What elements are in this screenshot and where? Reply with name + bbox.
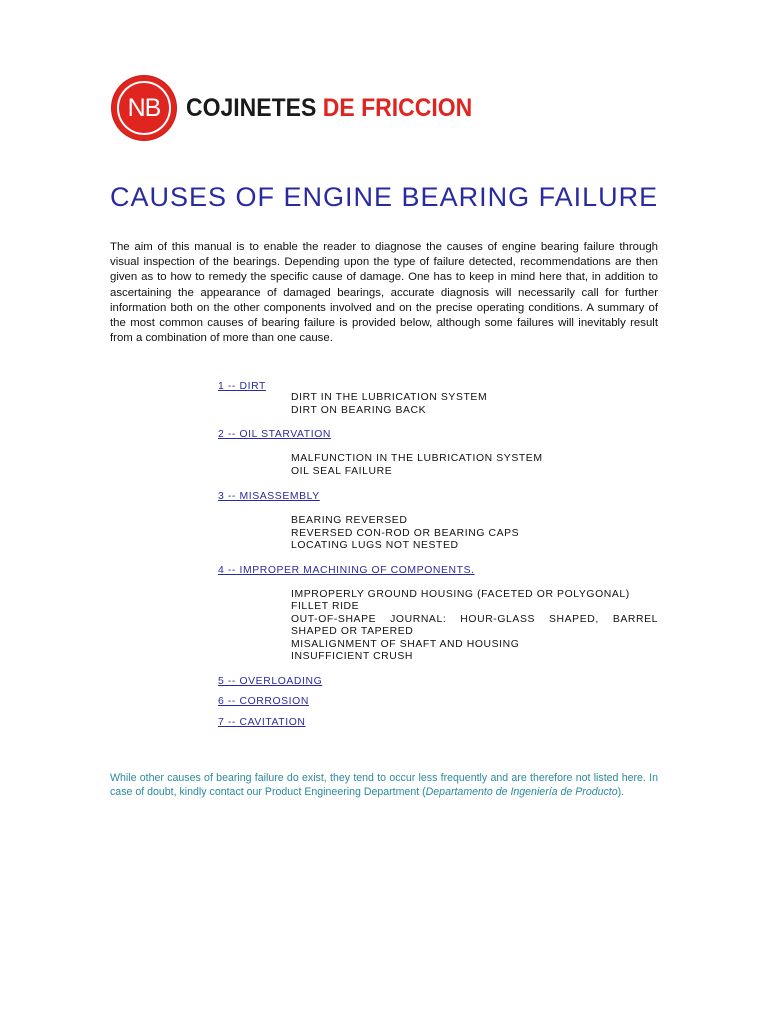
intro-paragraph: The aim of this manual is to enable the reader to diagnose the causes of engine bearing failure through visual inspection of the bearings. Depending upon the type of failure detected, recommendations are then given as to how to remedy the specific cause of damage. One has to keep in mind here that, in addition to ascertaining the appearance of damaged bearings, accurate diagnosis will necessarily call for further information both on the other components involved and on the precise operating conditions. A summary of the most common causes of bearing failure is provided below, although some failures will inevitably result from a combination of more than one cause. <box>110 241 658 345</box>
cause-subitem: OUT-OF-SHAPE JOURNAL: HOUR-GLASS SHAPED, BARREL SHAPED OR TAPERED <box>291 613 658 637</box>
cause-subitem: INSUFFICIENT CRUSH <box>291 651 414 662</box>
company-name-part1: COJINETES <box>186 93 317 122</box>
cause-subitem: REVERSED CON-ROD OR BEARING CAPS <box>291 527 520 539</box>
cause-link[interactable]: 1 -- DIRT <box>218 381 266 392</box>
causes-list <box>218 381 658 728</box>
company-name-part2: DE FRICCION <box>322 93 473 122</box>
cause-item <box>218 717 658 728</box>
cause-link[interactable]: 6 -- CORROSION <box>218 695 309 707</box>
cause-subitem: BEARING REVERSED <box>291 515 408 526</box>
footer-end: ). <box>617 786 625 798</box>
cause-subitem: OIL SEAL FAILURE <box>291 465 393 477</box>
cause-subitems <box>291 515 658 553</box>
cause-link[interactable]: 4 -- IMPROPER MACHINING OF COMPONENTS. <box>218 564 475 576</box>
cause-link[interactable]: 7 -- CAVITATION <box>218 716 306 728</box>
cause-link[interactable]: 5 -- OVERLOADING <box>218 675 323 687</box>
cause-link[interactable]: 3 -- MISASSEMBLY <box>218 491 320 502</box>
cause-subitems <box>291 392 658 417</box>
cause-link[interactable]: 2 -- OIL STARVATION <box>218 429 332 440</box>
company-name <box>186 94 472 123</box>
cause-subitem: DIRT ON BEARING BACK <box>291 404 427 416</box>
cause-item <box>218 565 658 664</box>
cause-item <box>218 676 658 687</box>
cause-subitem: FILLET RIDE <box>291 601 360 612</box>
cause-item <box>218 491 658 553</box>
cause-subitem: DIRT IN THE LUBRICATION SYSTEM <box>291 392 488 403</box>
cause-subitem: MALFUNCTION IN THE LUBRICATION SYSTEM <box>291 453 543 464</box>
cause-item <box>218 696 658 707</box>
logo-mark: NB <box>117 81 171 135</box>
cause-subitems <box>291 453 658 478</box>
footer-department-link: Departamento de Ingeniería de Producto <box>425 786 618 798</box>
cause-item <box>218 381 658 417</box>
footer-text: While other causes of bearing failure do exist, they tend to occur less frequently and are therefore not listed here. In case of doubt, kindly contact our Product Engineering Department ( <box>110 772 658 798</box>
footer-note <box>110 771 658 799</box>
cause-subitems <box>291 589 658 664</box>
page-title: CAUSES OF ENGINE BEARING FAILURE <box>110 182 659 212</box>
cause-subitem: MISALIGNMENT OF SHAFT AND HOUSING <box>291 638 520 650</box>
company-logo <box>112 76 497 140</box>
cause-subitem: LOCATING LUGS NOT NESTED <box>291 540 459 551</box>
logo-badge <box>112 76 176 140</box>
cause-subitem: IMPROPERLY GROUND HOUSING (FACETED OR POLYGONAL) <box>291 588 630 600</box>
cause-item <box>218 429 658 478</box>
